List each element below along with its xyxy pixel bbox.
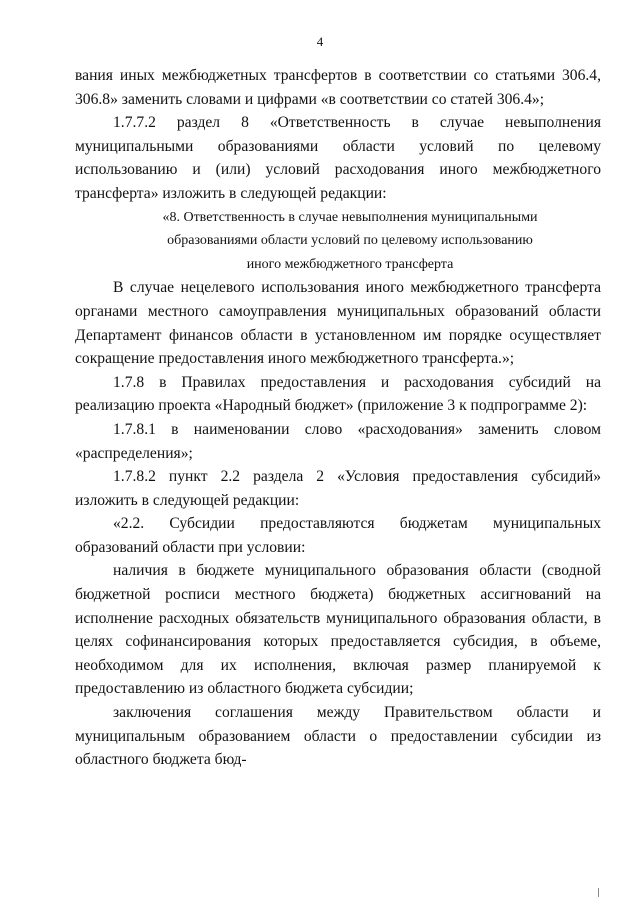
paragraph: 1.7.8.2 пункт 2.2 раздела 2 «Условия предоставления субсидий» изложить в следующей редакции: <box>75 468 601 509</box>
paragraph: 1.7.7.2 раздел 8 «Ответственность в случае невыполнения муниципальными образованиями области условий по целевому использованию и (или) условий расходования иного межбюджетного трансферта» изложить в следующей редакции: <box>75 114 601 202</box>
heading-line: иного межбюджетного трансферта <box>246 256 454 272</box>
page-number: 4 <box>316 34 324 49</box>
paragraph: «2.2. Субсидии предоставляются бюджетам муниципальных образований области при условии: <box>75 515 601 556</box>
paragraph: заключения соглашения между Правительством области и муниципальным образованием области о предоставлении субсидии из областного бюджета бюд- <box>75 704 601 769</box>
paragraph: 1.7.8 в Правилах предоставления и расходования субсидий на реализацию проекта «Народный бюджет» (приложение 3 к подпрограмме 2): <box>75 373 601 415</box>
paragraph: наличия в бюджете муниципального образования области (сводной бюджетной росписи местного бюджета) бюджетных ассигнований на исполнение расходных обязательств муниципального образования области, в целях софинансирования которых предоставляется субсидия, в объеме, необходимом для их исполнения, включая размер планируемой к предоставлению из областного бюджета субсидии; <box>75 562 601 698</box>
section-heading <box>75 206 601 277</box>
scan-mark <box>598 888 599 897</box>
heading-line: «8. Ответственность в случае невыполнения муниципальными <box>162 209 538 225</box>
paragraph: вания иных межбюджетных трансфертов в соответствии со статьями 306.4, 306.8» заменить словами и цифрами «в соответствии со статей 306.4»; <box>75 67 601 108</box>
paragraph: 1.7.8.1 в наименовании слово «расходования» заменить словом «распределения»; <box>75 420 601 462</box>
heading-line: образованиями области условий по целевому использованию <box>167 233 533 249</box>
document-body <box>75 64 601 772</box>
paragraph: В случае нецелевого использования иного межбюджетного трансферта органами местного самоуправления муниципальных образований области Департамент финансов области в установленном им порядке осуществляет сокращение предоставления иного межбюджетного трансферта.»; <box>75 279 601 368</box>
